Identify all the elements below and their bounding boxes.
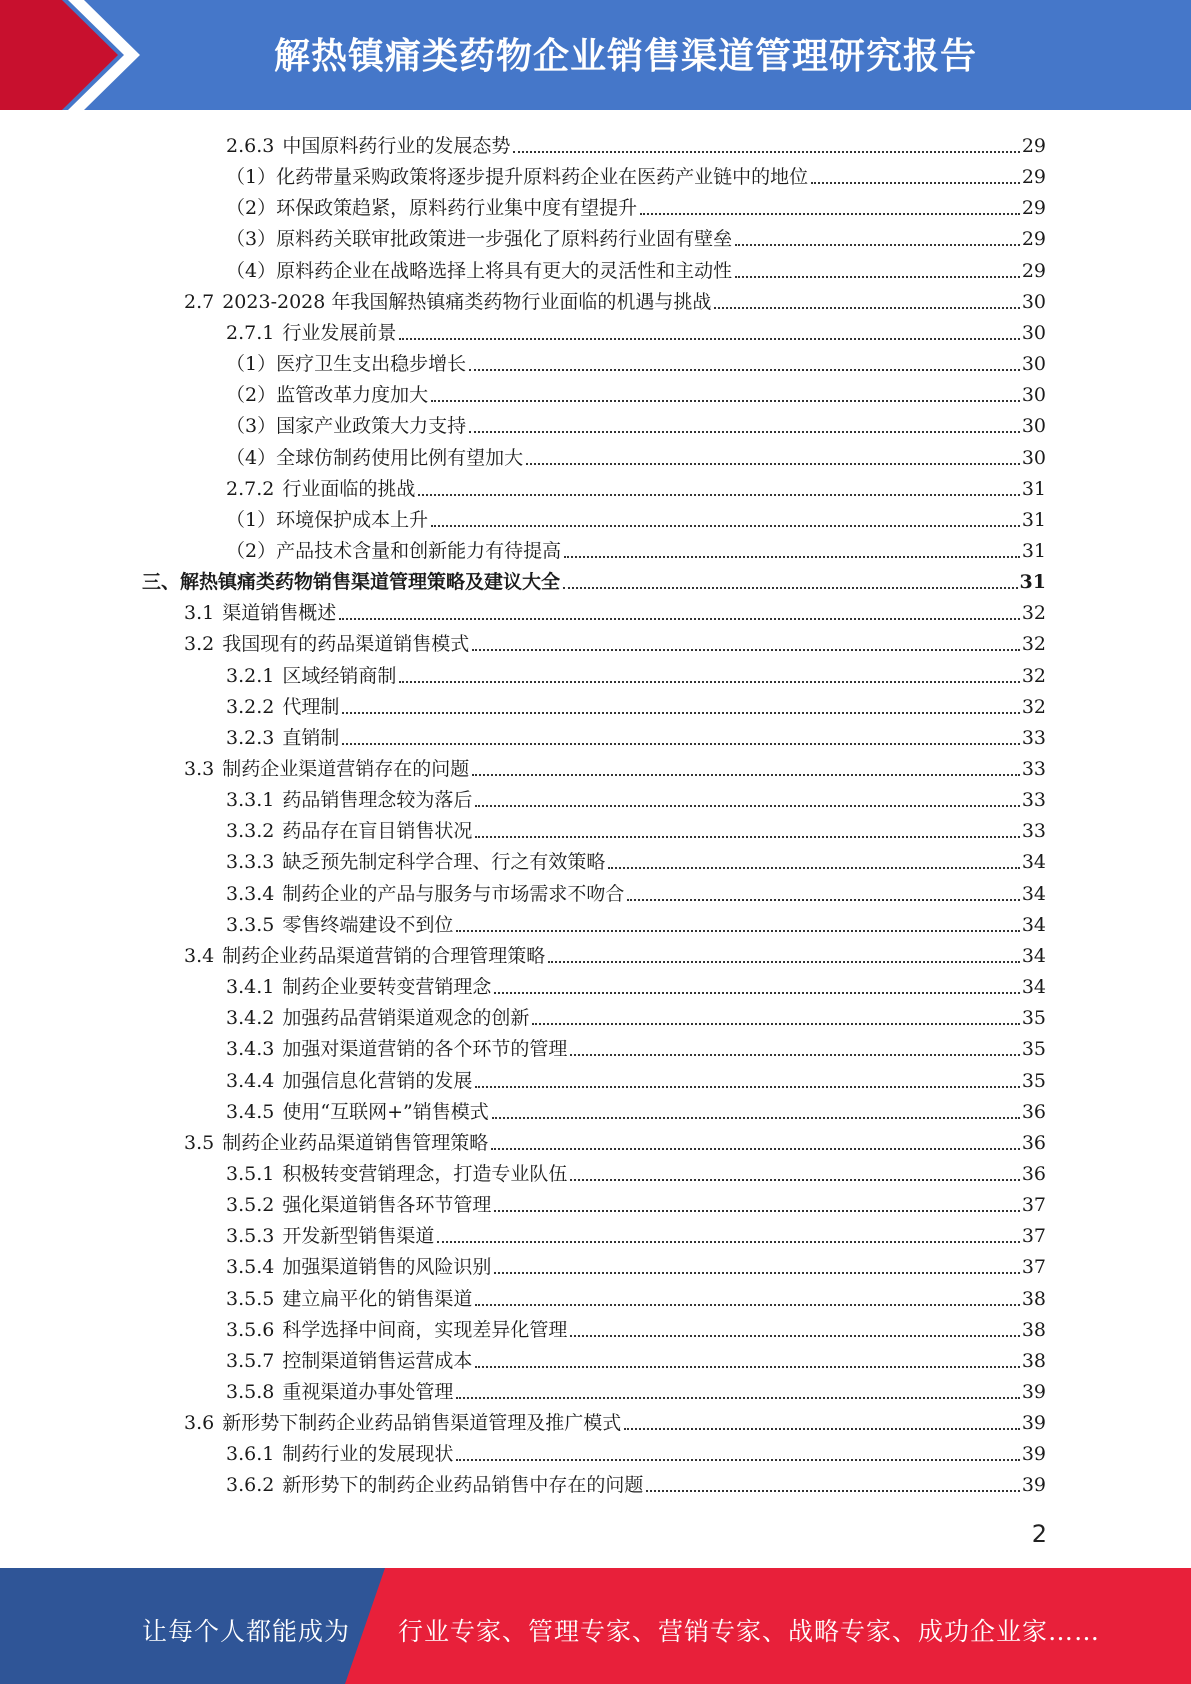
toc-entry-page: 32 <box>1021 664 1046 687</box>
toc-entry-page: 39 <box>1021 1443 1046 1466</box>
toc-entry-number: 3.2.1 <box>226 664 275 687</box>
page-number: 2 <box>1031 1520 1047 1548</box>
toc-dot-leader <box>564 556 1020 558</box>
toc-entry-number: 3.5.3 <box>226 1225 275 1248</box>
toc-dot-leader <box>437 1241 1019 1243</box>
toc-entry-title: （4）全球仿制药使用比例有望加大 <box>226 446 524 469</box>
toc-entry-number: 3.5 <box>184 1131 215 1154</box>
toc-entry[interactable] <box>226 719 1046 750</box>
toc-dot-leader <box>646 1490 1019 1492</box>
toc-entry-title: 行业发展前景 <box>282 321 397 344</box>
footer-slogan-left: 让每个人都能成为 <box>142 1617 351 1646</box>
toc-entry-title: （2）产品技术含量和创新能力有待提高 <box>226 539 562 562</box>
toc-dot-leader <box>494 992 1019 994</box>
toc-entry-page: 32 <box>1021 633 1046 656</box>
toc-entry-number: 3.4.1 <box>226 976 275 999</box>
toc-entry[interactable] <box>226 532 1046 563</box>
toc-entry-page: 38 <box>1021 1318 1046 1341</box>
toc-entry-title: 控制渠道销售运营成本 <box>282 1349 473 1372</box>
toc-entry[interactable] <box>184 625 1046 656</box>
toc-entry-page: 30 <box>1021 290 1046 313</box>
toc-entry-title: 开发新型销售渠道 <box>282 1225 435 1248</box>
toc-entry[interactable] <box>226 906 1046 937</box>
toc-dot-leader <box>469 369 1020 371</box>
toc-entry-title: （2）环保政策趋紧，原料药行业集中度有望提升 <box>226 197 638 220</box>
toc-dot-leader <box>532 1023 1019 1025</box>
toc-dot-leader <box>339 618 1020 620</box>
toc-entry-number: 2.7 <box>184 290 215 313</box>
toc-entry[interactable] <box>226 189 1046 220</box>
toc-dot-leader <box>472 649 1020 651</box>
toc-entry-number: 3.1 <box>184 602 215 625</box>
toc-entry-page: 34 <box>1021 976 1046 999</box>
toc-entry[interactable] <box>226 1155 1046 1186</box>
toc-entry[interactable] <box>226 1186 1046 1217</box>
toc-entry-number: 3.5.5 <box>226 1287 275 1310</box>
toc-entry-title: 制药企业渠道营销存在的问题 <box>222 758 470 780</box>
toc-entry[interactable] <box>184 750 1046 781</box>
toc-entry-number: 3.2 <box>184 633 215 656</box>
report-title: 解热镇痛类药物企业销售渠道管理研究报告 <box>273 36 977 77</box>
toc-entry-number: 3.4.5 <box>226 1100 275 1123</box>
toc-dot-leader <box>811 182 1020 184</box>
toc-entry-page: 31 <box>1021 477 1046 500</box>
toc-dot-leader <box>472 774 1020 776</box>
toc-entry-number: 3.3.3 <box>226 851 275 874</box>
toc-entry[interactable] <box>226 1466 1046 1497</box>
toc-entry-page: 33 <box>1021 820 1046 843</box>
toc-dot-leader <box>570 1335 1019 1337</box>
toc-entry-page: 29 <box>1021 259 1046 282</box>
toc-dot-leader <box>640 213 1020 215</box>
toc-entry-title: （3）原料药关联审批政策进一步强化了原料药行业固有壁垒 <box>226 228 733 251</box>
toc-entry-title: 科学选择中间商，实现差异化管理 <box>282 1318 568 1341</box>
toc-entry-title: 制药企业要转变营销理念 <box>282 976 492 999</box>
toc-entry[interactable] <box>226 1435 1046 1466</box>
toc-entry-title: 制药行业的发展现状 <box>282 1443 454 1466</box>
toc-dot-leader <box>469 431 1020 433</box>
toc-entry-number: 3.3.5 <box>226 913 275 936</box>
toc-entry-page: 29 <box>1021 197 1046 220</box>
toc-entry-title: 中国原料药行业的发展态势 <box>282 135 511 157</box>
toc-entry-title: 新形势下的制药企业药品销售中存在的问题 <box>282 1474 644 1497</box>
toc-dot-leader <box>492 1117 1020 1119</box>
toc-dot-leader <box>627 899 1019 901</box>
toc-entry-title: 零售终端建设不到位 <box>282 913 454 936</box>
toc-entry-page: 37 <box>1021 1225 1046 1248</box>
toc-entry[interactable] <box>226 470 1046 501</box>
toc-entry-title: 加强信息化营销的发展 <box>282 1069 473 1092</box>
toc-entry-number: 3.2.3 <box>226 726 275 749</box>
toc-dot-leader <box>735 244 1020 246</box>
toc-entry-title: 积极转变营销理念，打造专业队伍 <box>282 1162 568 1185</box>
toc-entry-page: 34 <box>1021 944 1046 967</box>
toc-dot-leader <box>624 1428 1020 1430</box>
toc-entry-page: 36 <box>1021 1162 1046 1185</box>
toc-entry-title: 行业面临的挑战 <box>282 477 416 500</box>
toc-entry-page: 36 <box>1021 1131 1046 1154</box>
toc-entry[interactable] <box>226 1217 1046 1248</box>
toc-entry-page: 35 <box>1021 1007 1046 1030</box>
toc-entry[interactable] <box>226 1280 1046 1311</box>
toc-entry-page: 30 <box>1021 353 1046 376</box>
toc-entry[interactable] <box>226 781 1046 812</box>
toc-entry-title: 三、解热镇痛类药物销售渠道管理策略及建议大全 <box>142 571 561 594</box>
toc-entry-number: 3.4.2 <box>226 1007 275 1030</box>
toc-dot-leader <box>475 805 1019 807</box>
toc-dot-leader <box>456 1397 1019 1399</box>
toc-entry-page: 31 <box>1021 539 1046 562</box>
toc-dot-leader <box>342 743 1019 745</box>
toc-entry[interactable] <box>184 937 1046 968</box>
toc-entry-title: （1）医疗卫生支出稳步增长 <box>226 353 467 376</box>
toc-entry-number: 3.5.6 <box>226 1318 275 1341</box>
toc-entry-title: （1）化药带量采购政策将逐步提升原料药企业在医药产业链中的地位 <box>226 166 809 189</box>
toc-entry[interactable] <box>226 252 1046 283</box>
toc-entry-title: 区域经销商制 <box>282 664 397 687</box>
toc-dot-leader <box>494 1210 1019 1212</box>
toc-dot-leader <box>342 712 1019 714</box>
toc-entry[interactable] <box>226 812 1046 843</box>
toc-entry-page: 32 <box>1021 695 1046 718</box>
toc-entry[interactable] <box>226 345 1046 376</box>
toc-dot-leader <box>431 400 1020 402</box>
toc-entry-number: 3.6.1 <box>226 1443 275 1466</box>
footer-slogan-right: 行业专家、管理专家、营销专家、战略专家、成功企业家…… <box>398 1617 1101 1646</box>
toc-entry[interactable] <box>226 407 1046 438</box>
toc-entry-title: 重视渠道办事处管理 <box>282 1381 454 1403</box>
toc-entry-page: 39 <box>1021 1381 1046 1403</box>
toc-entry[interactable] <box>226 439 1046 470</box>
toc-entry-page: 33 <box>1021 758 1046 780</box>
toc-entry-number: 3.3.2 <box>226 820 275 843</box>
toc-dot-leader <box>608 867 1019 869</box>
toc-entry[interactable] <box>226 657 1046 688</box>
toc-entry-title: （4）原料药企业在战略选择上将具有更大的灵活性和主动性 <box>226 259 733 282</box>
toc-entry-page: 34 <box>1021 851 1046 874</box>
toc-entry-title: （2）监管改革力度加大 <box>226 384 429 407</box>
toc-entry-page: 31 <box>1019 571 1046 594</box>
toc-entry-page: 30 <box>1021 446 1046 469</box>
toc-entry-page: 30 <box>1021 384 1046 407</box>
toc-entry[interactable] <box>226 158 1046 189</box>
toc-entry-title: 加强对渠道营销的各个环节的管理 <box>282 1038 568 1061</box>
toc-entry-number: 3.5.2 <box>226 1194 275 1217</box>
toc-dot-leader <box>456 1459 1019 1461</box>
toc-dot-leader <box>399 338 1019 340</box>
toc-entry-page: 31 <box>1021 508 1046 531</box>
toc-entry-number: 3.3.4 <box>226 882 275 905</box>
toc-dot-leader <box>570 1054 1019 1056</box>
toc-entry-page: 35 <box>1021 1069 1046 1092</box>
toc-entry-page: 29 <box>1021 166 1046 189</box>
toc-dot-leader <box>456 930 1019 932</box>
toc-dot-leader <box>735 276 1020 278</box>
toc-entry[interactable] <box>226 1311 1046 1342</box>
toc-entry-page: 39 <box>1021 1474 1046 1497</box>
toc-entry-title: 制药企业药品渠道营销的合理管理策略 <box>222 944 546 967</box>
toc-dot-leader <box>513 151 1019 153</box>
toc-entry-number: 2.7.1 <box>226 321 275 344</box>
toc-entry-number: 3.5.4 <box>226 1256 275 1279</box>
toc-entry-title: 建立扁平化的销售渠道 <box>282 1287 473 1310</box>
toc-entry[interactable] <box>226 1062 1046 1093</box>
toc-entry-title: 我国现有的药品渠道销售模式 <box>222 633 470 656</box>
toc-entry-number: 3.6 <box>184 1412 215 1435</box>
toc-entry-title: 加强渠道销售的风险识别 <box>282 1256 492 1279</box>
toc-entry[interactable] <box>184 283 1046 314</box>
toc-entry[interactable] <box>226 1030 1046 1061</box>
toc-dot-leader <box>475 1366 1019 1368</box>
toc-entry-title: 代理制 <box>282 695 340 718</box>
toc-entry[interactable] <box>226 999 1046 1030</box>
toc-entry-number: 2.6.3 <box>226 135 275 157</box>
toc-dot-leader <box>714 307 1019 309</box>
toc-entry-title: （3）国家产业政策大力支持 <box>226 415 467 438</box>
toc-entry-number: 3.4.4 <box>226 1069 275 1092</box>
toc-entry-number: 3.2.2 <box>226 695 275 718</box>
toc-dot-leader <box>475 1304 1019 1306</box>
toc-entry-number: 2.7.2 <box>226 477 275 500</box>
toc-entry[interactable] <box>226 127 1046 158</box>
toc-entry-number: 3.3 <box>184 758 215 780</box>
toc-entry-page: 36 <box>1021 1100 1046 1123</box>
toc-entry-number: 3.6.2 <box>226 1474 275 1497</box>
toc-entry[interactable] <box>226 314 1046 345</box>
toc-dot-leader <box>431 525 1020 527</box>
toc-dot-leader <box>475 1086 1019 1088</box>
toc-entry-number: 3.4.3 <box>226 1038 275 1061</box>
toc-entry-number: 3.5.7 <box>226 1349 275 1372</box>
toc-entry-title: 药品存在盲目销售状况 <box>282 820 473 843</box>
toc-entry-title: 强化渠道销售各环节管理 <box>282 1194 492 1217</box>
toc-entry-page: 30 <box>1021 321 1046 344</box>
toc-entry-page: 37 <box>1021 1256 1046 1279</box>
toc-entry-page: 37 <box>1021 1194 1046 1217</box>
toc-entry-page: 33 <box>1021 789 1046 812</box>
toc-entry-title: 2023-2028 年我国解热镇痛类药物行业面临的机遇与挑战 <box>222 290 712 313</box>
toc-entry[interactable] <box>184 1404 1046 1435</box>
toc-entry-title: 制药企业的产品与服务与市场需求不吻合 <box>282 882 625 905</box>
toc-entry-title: 新形势下制药企业药品销售渠道管理及推广模式 <box>222 1412 622 1435</box>
toc-entry[interactable] <box>226 1093 1046 1124</box>
toc-entry-title: 渠道销售概述 <box>222 602 337 625</box>
toc-entry-title: （1）环境保护成本上升 <box>226 508 429 531</box>
toc-entry-page: 34 <box>1021 913 1046 936</box>
toc-entry-page: 34 <box>1021 882 1046 905</box>
toc-entry-number: 3.5.1 <box>226 1162 275 1185</box>
toc-entry-page: 39 <box>1021 1412 1046 1435</box>
toc-entry-page: 29 <box>1021 228 1046 251</box>
toc-entry[interactable] <box>184 1124 1046 1155</box>
toc-entry-page: 33 <box>1021 726 1046 749</box>
report-header <box>0 0 1191 110</box>
toc-entry[interactable] <box>226 220 1046 251</box>
toc-entry-page: 29 <box>1021 135 1046 157</box>
toc-dot-leader <box>399 681 1019 683</box>
toc-entry[interactable] <box>226 1373 1046 1404</box>
toc-entry-title: 缺乏预先制定科学合理、行之有效策略 <box>282 851 606 874</box>
toc-entry[interactable] <box>184 594 1046 625</box>
toc-dot-leader <box>526 463 1020 465</box>
toc-entry-number: 3.4 <box>184 944 215 967</box>
toc-entry-title: 直销制 <box>282 726 340 749</box>
toc-entry-number: 3.3.1 <box>226 789 275 812</box>
toc-entry-title: 加强药品营销渠道观念的创新 <box>282 1007 530 1030</box>
toc-entry-title: 制药企业药品渠道销售管理策略 <box>222 1131 489 1154</box>
toc-entry-page: 38 <box>1021 1287 1046 1310</box>
toc-entry-page: 38 <box>1021 1349 1046 1372</box>
toc-dot-leader <box>491 1148 1020 1150</box>
toc-entry[interactable] <box>226 376 1046 407</box>
toc-entry-page: 35 <box>1021 1038 1046 1061</box>
toc-entry[interactable] <box>226 1248 1046 1279</box>
toc-dot-leader <box>570 1179 1019 1181</box>
toc-dot-leader <box>418 494 1019 496</box>
report-footer <box>0 1568 1191 1684</box>
toc-entry[interactable] <box>226 688 1046 719</box>
toc-entry[interactable] <box>226 843 1046 874</box>
toc-dot-leader <box>475 836 1019 838</box>
toc-entry-page: 30 <box>1021 415 1046 438</box>
toc-dot-leader <box>548 961 1020 963</box>
toc-entry[interactable] <box>226 875 1046 906</box>
toc-entry[interactable] <box>226 968 1046 999</box>
toc-entry[interactable] <box>226 1342 1046 1373</box>
toc-entry-page: 32 <box>1021 602 1046 625</box>
toc-entry-title: 使用“互联网+”销售模式 <box>282 1100 489 1123</box>
toc-dot-leader <box>563 587 1018 589</box>
toc-entry-number: 3.5.8 <box>226 1381 275 1403</box>
toc-entry[interactable] <box>226 501 1046 532</box>
toc-dot-leader <box>494 1272 1019 1274</box>
toc-entry[interactable] <box>142 563 1046 594</box>
toc-entry-title: 药品销售理念较为落后 <box>282 789 473 812</box>
